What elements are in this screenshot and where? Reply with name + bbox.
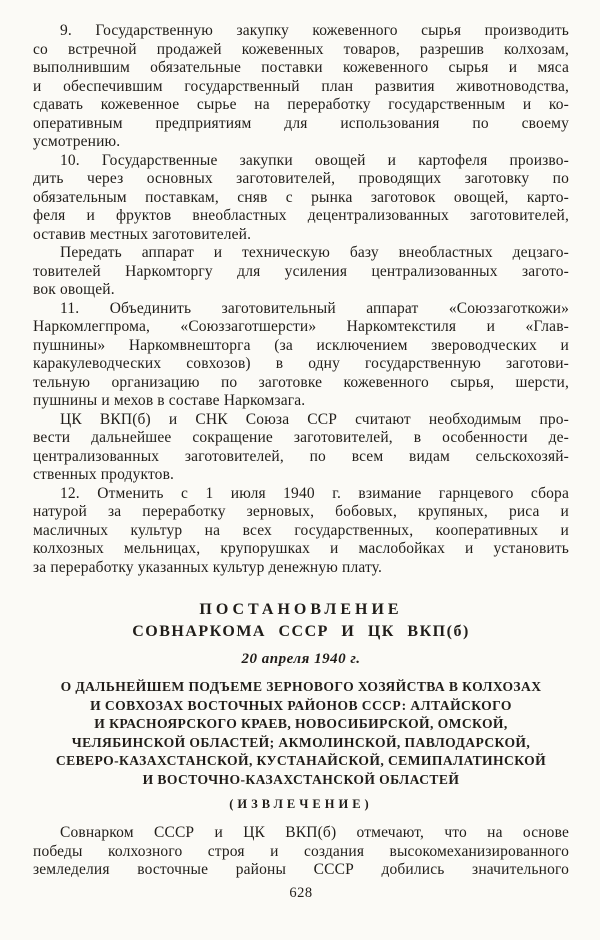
page-number: 628 — [289, 884, 313, 901]
decree-title-line: И КРАСНОЯРСКОГО КРАЕВ, НОВОСИБИРСКОЙ, ОМСКОЙ, — [94, 716, 508, 731]
decree-heading-word: ПОСТАНОВЛЕНИЕ — [199, 601, 403, 618]
text-line: обязательным поставкам, сняв с рынка заготовок овощей, карто- — [33, 188, 569, 206]
text-line: победы колхозного строя и создания высокомеханизированного — [33, 842, 569, 860]
text-line: и обеспечившим государственный план развития животноводства, — [33, 77, 569, 95]
paragraph — [33, 411, 569, 485]
text-line: 11. Объединить заготовительный аппарат «Союззаготкожи» — [60, 299, 569, 317]
decree-date: 20 апреля 1940 г. — [241, 651, 361, 667]
text-line: колхозных мельницах, крупорушках и маслобойках и установить — [33, 540, 569, 557]
text-line: за переработку указанных культур денежную плату. — [33, 558, 383, 576]
text-line: натурой за переработку зерновых, бобовых, крупяных, риса и — [33, 503, 569, 520]
text-line: сдавать кожевенное сырье на переработку государственным и ко- — [33, 96, 569, 113]
text-line: вести дальнейшее сокращение заготовителей, в особенности де- — [33, 429, 569, 446]
text-line: ЦК ВКП(б) и СНК Союза ССР считают необходимым про- — [60, 410, 569, 428]
text-line: Наркомлегпрома, «Союззаготшерсти» Наркомтекстиля и «Глав- — [33, 318, 569, 335]
extract-label: (ИЗВЛЕЧЕНИЕ) — [229, 797, 373, 811]
text-line: товителей Наркомторгу для усиления централизованных загото- — [33, 262, 569, 280]
text-line: вок овощей. — [33, 281, 115, 298]
text-line: Передать аппарат и техническую базу внеобластных децзаго- — [60, 244, 569, 261]
text-line: оставив местных заготовителей. — [33, 225, 252, 243]
decree-opening-text — [33, 824, 569, 880]
decree-title — [33, 678, 569, 789]
text-line: Совнарком СССР и ЦК ВКП(б) отмечают, что на основе — [60, 824, 569, 841]
text-line: земледелия восточные районы СССР добились значительного — [33, 861, 569, 878]
text-line: оперативным предприятиям для использования по своему — [33, 114, 569, 132]
paragraph — [33, 22, 569, 152]
text-line: усмотрению. — [33, 133, 121, 150]
text-line: каракулеводческих совхозов) в одну государственную заготови- — [33, 355, 569, 372]
paragraph — [33, 485, 569, 578]
text-line: выполнившим обязательные поставки кожевенного сырья и мяса — [33, 59, 569, 76]
text-line: тельную организацию по заготовке кожевенного сырья, шерсти, — [33, 373, 569, 391]
text-line: пушнины и мехов в составе Наркомзага. — [33, 392, 306, 409]
text-line: 10. Государственные закупки овощей и картофеля произво- — [60, 151, 569, 169]
decree-title-line: ЧЕЛЯБИНСКОЙ ОБЛАСТЕЙ; АКМОЛИНСКОЙ, ПАВЛОДАРСКОЙ, — [71, 734, 531, 750]
paragraph — [33, 152, 569, 245]
text-line: пушнины» Наркомвнешторга (за исключением звероводческих и — [33, 336, 569, 354]
text-line: со встречной продажей кожевенных товаров, разрешив колхозам, — [33, 40, 569, 58]
text-line: 9. Государственную закупку кожевенного сырья производить — [60, 22, 569, 39]
text-line: дить через основных заготовителей, проводящих заготовку по — [33, 170, 569, 187]
paragraph — [33, 824, 569, 880]
decree-header — [33, 601, 569, 812]
decree-title-line: О ДАЛЬНЕЙШЕМ ПОДЪЕМЕ ЗЕРНОВОГО ХОЗЯЙСТВА В КОЛХОЗАХ — [60, 679, 542, 694]
text-line: 12. Отменить с 1 июля 1940 г. взимание гарнцевого сбора — [60, 484, 569, 502]
paragraph — [33, 244, 569, 300]
text-line: ственных продуктов. — [33, 466, 175, 483]
decree-title-line: И ВОСТОЧНО-КАЗАХСТАНСКОЙ ОБЛАСТЕЙ — [142, 771, 460, 787]
paragraph — [33, 300, 569, 411]
decree-title-line: И СОВХОЗАХ ВОСТОЧНЫХ РАЙОНОВ СССР: АЛТАЙСКОГО — [90, 697, 512, 713]
decree-heading-issuer: СОВНАРКОМА СССР И ЦК ВКП(б) — [132, 623, 470, 640]
text-line: масличных культур на всех государственных, кооперативных и — [33, 521, 569, 539]
text-line: централизованных заготовителей, по всем видам сельскохозяй- — [33, 447, 569, 465]
text-line: феля и фруктов внеобластных децентрализованных заготовителей, — [33, 207, 569, 224]
decree-title-line: СЕВЕРО-КАЗАХСТАНСКОЙ, КУСТАНАЙСКОЙ, СЕМИПАЛАТИНСКОЙ — [55, 753, 547, 768]
resolution-body-text — [33, 22, 569, 577]
